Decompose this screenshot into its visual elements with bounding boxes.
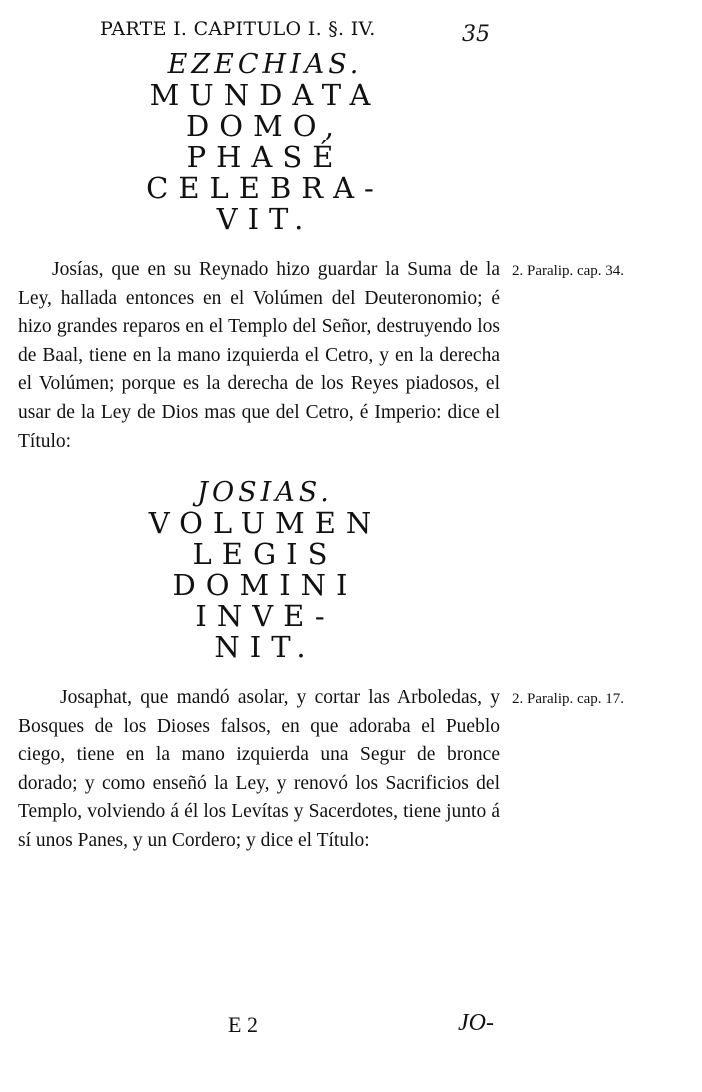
inscription-line: VIT.	[216, 202, 314, 236]
inscription-josias	[100, 478, 430, 663]
signature-mark: E 2	[228, 1012, 258, 1037]
running-head: PARTE I. CAPITULO I. §. IV.	[100, 18, 376, 40]
body-paragraph-josias: Josías, que en su Reynado hizo guardar la Suma de la Ley, hallada entonces en el Volúmen del Deuteronomio; é hizo grandes reparos en el Templo del Señor, destruyendo los de Baal, tiene en la mano izquierda el Cetro, y en la derecha el Volúmen; porque es la derecha de los Reyes piadosos, el usar de la Ley de Dios mas que del Cetro, é Imperio: dice el Título:	[18, 259, 500, 452]
inscription-line: NIT.	[214, 630, 316, 664]
inscription-line: PHASÉ	[186, 140, 344, 174]
inscription-line: MUNDATA	[149, 78, 381, 112]
catchword: JO-	[458, 1010, 494, 1036]
marginal-note: 2. Paralip. cap. 34.	[512, 263, 625, 279]
inscription-name: EZECHIAS.	[167, 49, 363, 80]
page-number: 35	[462, 22, 490, 47]
marginal-note: 2. Paralip. cap. 17.	[512, 691, 625, 707]
body-paragraph-josaphat: Josaphat, que mandó asolar, y cortar las Arboledas, y Bosques de los Dioses falsos, en que adoraba el Pueblo ciego, tiene en la mano izquierda una Segur de bronce dorado; y como enseñó la Ley, y renovó los Sacrificios del Templo, volviendo á él los Levítas y Sacerdotes, tiene junto á sí unos Panes, y un Cordero; y dice el Título:	[18, 687, 500, 851]
inscription-line: DOMINI	[172, 568, 358, 602]
inscription-line: CELEBRA-	[146, 171, 384, 205]
inscription-line: VOLUMEN	[148, 506, 382, 540]
inscription-line: DOMO,	[185, 109, 344, 143]
inscription-ezechias	[100, 50, 430, 235]
inscription-line: INVE-	[195, 599, 335, 633]
inscription-line: LEGIS	[192, 537, 338, 571]
inscription-name: JOSIAS.	[197, 477, 333, 508]
